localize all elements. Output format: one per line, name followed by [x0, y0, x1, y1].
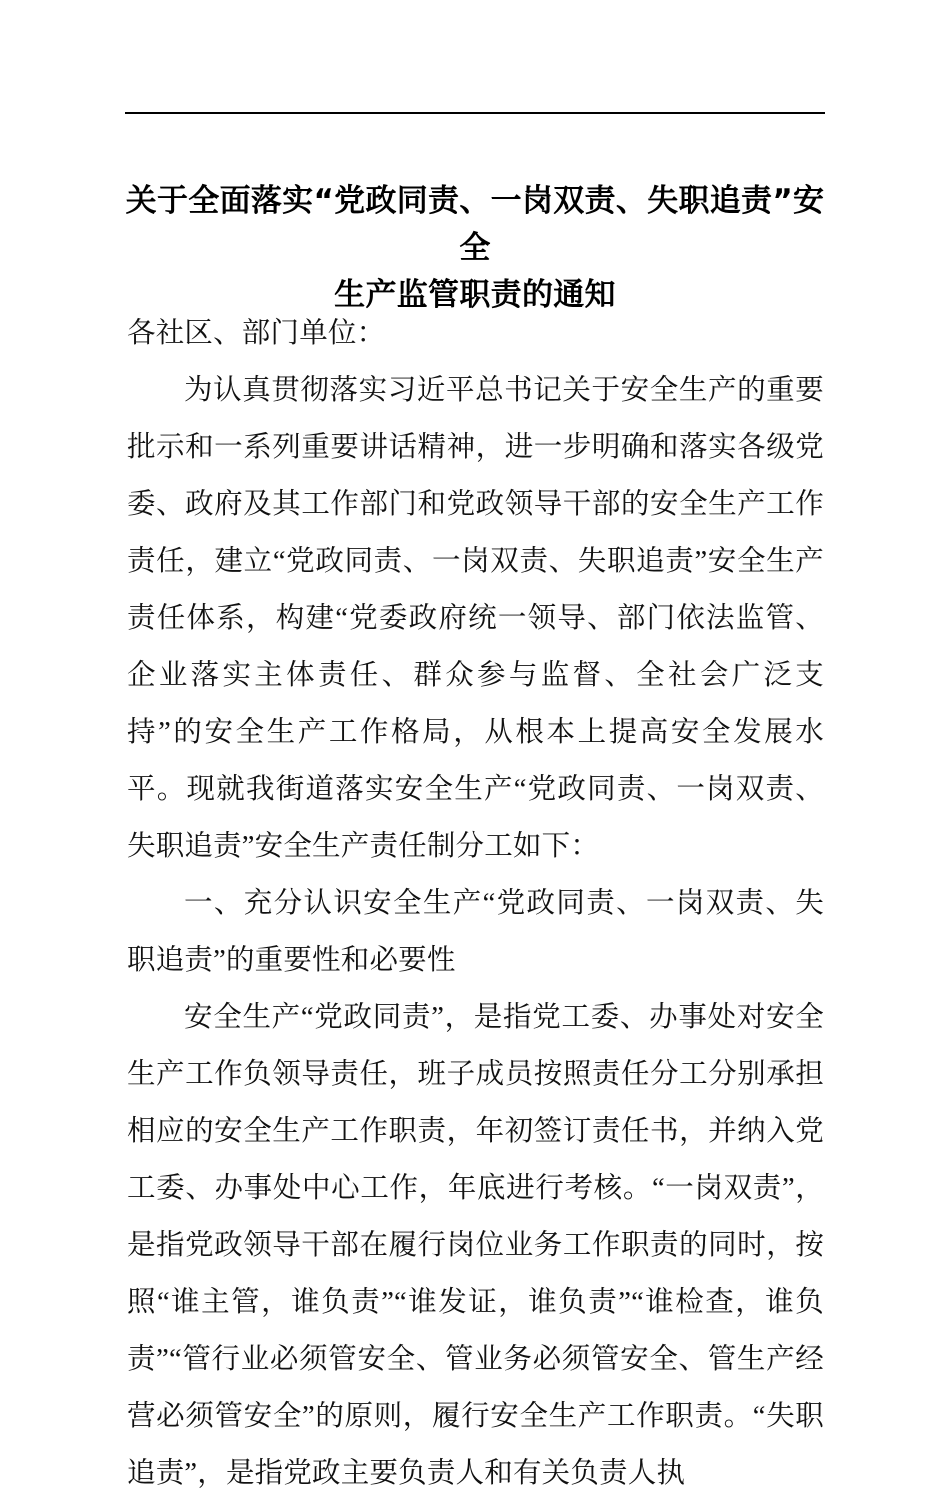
paragraph-section-one-body: 安全生产“党政同责”，是指党工委、办事处对安全生产工作负领导责任，班子成员按照责任分工分别承担相应的安全生产工作职责，年初签订责任书，并纳入党工委、办事处中心工作，年底进行考核。“一岗双责”，是指党政领导干部在履行岗位业务工作职责的同时，按照“谁主管，谁负责”“谁发证，谁负责”“谁检查，谁负责”“管行业必须管安全、管业务必须管安全、管生产经营必须管安全”的原则，履行安全生产工作职责。“失职追责”，是指党政主要负责人和有关负责人执: [127, 1002, 824, 1489]
page-title-line-2: 生产监管职责的通知: [334, 277, 616, 313]
paragraph-intro: 为认真贯彻落实习近平总书记关于安全生产的重要批示和一系列重要讲话精神，进一步明确和落实各级党委、政府及其工作部门和党政领导干部的安全生产工作责任，建立“党政同责、一岗双责、失职追责”安全生产责任体系，构建“党委政府统一领导、部门依法监管、企业落实主体责任、群众参与监督、全社会广泛支持”的安全生产工作格局，从根本上提高安全发展水平。现就我街道落实安全生产“党政同责、一岗双责、失职追责”安全生产责任制分工如下：: [127, 375, 824, 862]
page-title-line-1: 关于全面落实“党政同责、一岗双责、失职追责”安全: [125, 183, 825, 266]
document-body: [127, 305, 824, 1502]
document-title-block: [125, 178, 825, 319]
salutation-line: 各社区、部门单位：: [127, 318, 386, 349]
header-divider-rule: [125, 112, 825, 114]
paragraph-section-one-heading: 一、充分认识安全生产“党政同责、一岗双责、失职追责”的重要性和必要性: [127, 888, 824, 976]
